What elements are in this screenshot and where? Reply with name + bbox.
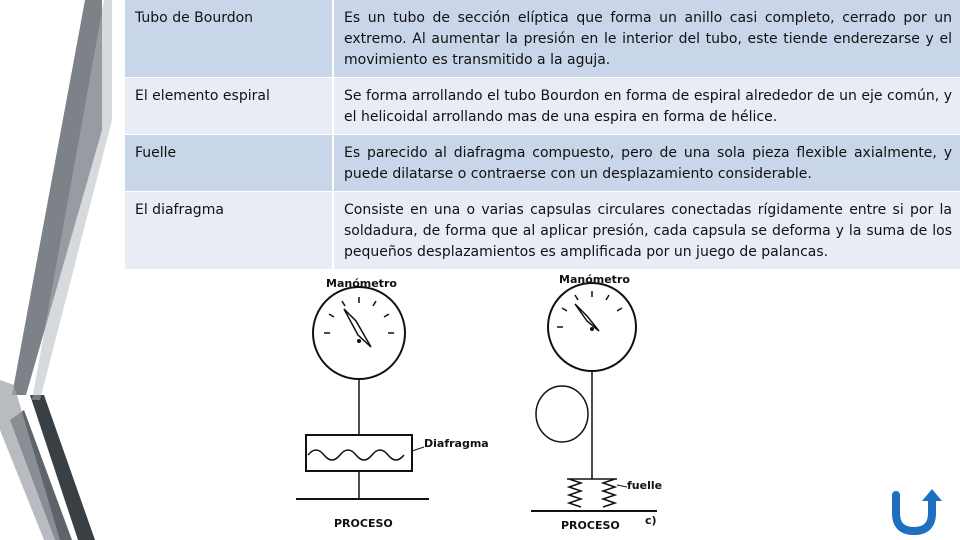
description-cell: Es parecido al diafragma compuesto, pero de una sola pieza flexible axialmente, y puede dilatarse o contraerse con un desplazamiento considerable. xyxy=(333,135,960,192)
bellows-figure xyxy=(517,271,669,533)
return-arrow-icon xyxy=(886,487,946,535)
process-label: PROCESO xyxy=(334,517,393,530)
term-cell: El elemento espiral xyxy=(125,78,333,135)
bellows-drawing xyxy=(517,271,669,533)
description-cell: Consiste en una o varias capsulas circulares conectadas rígidamente entre si por la soldadura, de forma que al aplicar presión, cada capsula se deforma y la suma de los pequeños desplazamientos es amplificada por un juego de palancas. xyxy=(333,192,960,270)
decorative-side-shapes xyxy=(0,0,130,540)
figure-tag: c) xyxy=(645,514,657,527)
table-row xyxy=(125,0,960,78)
table-row xyxy=(125,135,960,192)
element-label: Diafragma xyxy=(424,437,489,450)
table-row xyxy=(125,192,960,270)
process-label: PROCESO xyxy=(561,519,620,532)
term-cell: El diafragma xyxy=(125,192,333,270)
element-label: fuelle xyxy=(627,479,663,492)
manometer-label: Manómetro xyxy=(326,277,397,290)
term-cell: Fuelle xyxy=(125,135,333,192)
table-row xyxy=(125,78,960,135)
diaphragm-figure xyxy=(284,271,489,533)
term-cell: Tubo de Bourdon xyxy=(125,0,333,78)
pressure-elements-table xyxy=(125,0,960,270)
diaphragm-drawing xyxy=(284,271,484,533)
description-cell: Es un tubo de sección elíptica que forma un anillo casi completo, cerrado por un extremo. Al aumentar la presión en le interior del tubo, este tiende enderezarse y el movimiento es transmitido a la aguja. xyxy=(333,0,960,78)
manometer-label: Manómetro xyxy=(559,273,630,286)
back-button[interactable] xyxy=(886,487,946,535)
description-cell: Se forma arrollando el tubo Bourdon en forma de espiral alrededor de un eje común, y el helicoidal arrollando mas de una espira en forma de hélice. xyxy=(333,78,960,135)
